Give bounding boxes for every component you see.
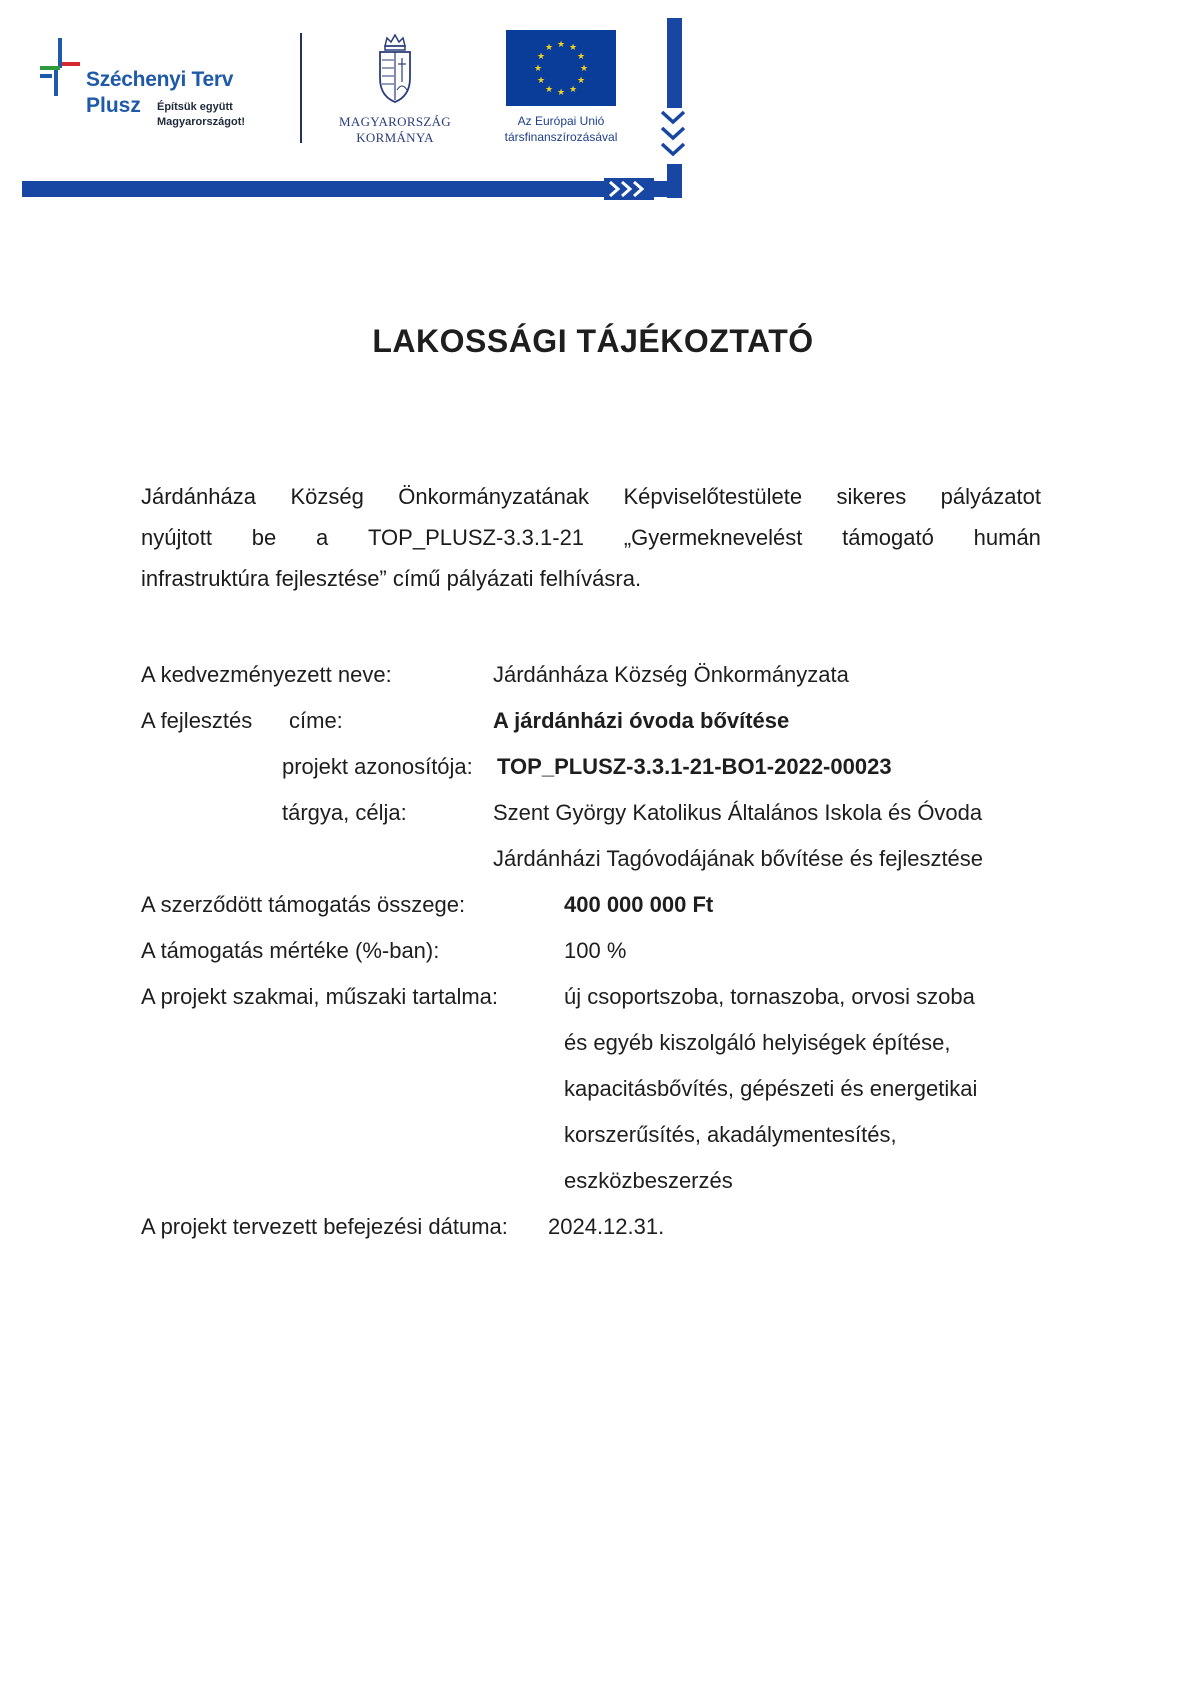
eu-caption-line-1: Az Európai Unió (517, 114, 605, 128)
intro-word: humán (973, 525, 1041, 550)
logo-divider (300, 33, 302, 143)
completion-date-value: 2024.12.31. (548, 1214, 665, 1239)
beneficiary-label: A kedvezményezett neve: (141, 662, 392, 687)
intro-word: sikeres (836, 484, 907, 509)
intro-word: a (315, 525, 329, 550)
document-title: LAKOSSÁGI TÁJÉKOZTATÓ (372, 323, 814, 359)
intro-word: be (251, 525, 277, 550)
szechenyi-plus: Plusz (86, 94, 141, 117)
eu-caption-line-2: társfinanszírozásával (504, 130, 618, 144)
intro-word: Önkormányzatának (398, 484, 590, 509)
coat-of-arms-icon (375, 32, 415, 104)
svg-text:★: ★ (576, 52, 586, 62)
intro-word: Járdánháza (141, 484, 256, 509)
svg-text:★: ★ (536, 76, 546, 86)
intro-word: nyújtott (141, 525, 212, 550)
szechenyi-title: Széchenyi Terv (86, 68, 234, 91)
svg-text:★: ★ (533, 64, 543, 74)
content-line: és egyéb kiszolgáló helyiségek építése, (564, 1030, 951, 1055)
svg-text:★: ★ (536, 52, 546, 62)
svg-text:★: ★ (544, 85, 554, 95)
content-label: A projekt szakmai, műszaki tartalma: (141, 984, 499, 1009)
intro-line-2 (141, 517, 1041, 558)
intro-line-1 (141, 476, 1041, 517)
beneficiary-value: Járdánháza Község Önkormányzata (493, 662, 849, 687)
government-name-line-1: MAGYARORSZÁG (339, 114, 451, 129)
completion-date-label: A projekt tervezett befejezési dátuma: (141, 1214, 508, 1239)
svg-text:★: ★ (556, 40, 566, 50)
intro-word: infrastruktúra fejlesztése” című pályázati felhívásra. (141, 566, 642, 591)
chevron-right-arrows-icon (604, 178, 654, 200)
intro-paragraph (141, 476, 1041, 599)
intro-word: „Gyermeknevelést (623, 525, 803, 550)
content-line: korszerűsítés, akadálymentesítés, (564, 1122, 897, 1147)
subject-label: tárgya, célja: (282, 800, 407, 825)
szechenyi-tagline-1: Építsük együtt (157, 101, 233, 113)
content-line: új csoportszoba, tornaszoba, orvosi szoba (564, 984, 975, 1009)
szechenyi-tagline-2: Magyarországot! (157, 116, 246, 128)
intro-word: Község (290, 484, 364, 509)
intro-word: TOP_PLUSZ-3.3.1-21 (368, 525, 585, 550)
subject-value-line-2: Járdánházi Tagóvodájának bővítése és fejlesztése (493, 846, 984, 871)
project-id-label: projekt azonosítója: (282, 754, 473, 779)
content-line: kapacitásbővítés, gépészeti és energetikai (564, 1076, 978, 1101)
grant-rate-label: A támogatás mértéke (%-ban): (141, 938, 440, 963)
government-name-line-2: KORMÁNYA (356, 130, 434, 145)
development-label: A fejlesztés (141, 708, 253, 733)
intro-word: pályázatot (940, 484, 1041, 509)
grant-rate-value: 100 % (564, 938, 627, 963)
development-title-value: A járdánházi óvoda bővítése (493, 708, 790, 733)
development-title-label: címe: (289, 708, 343, 733)
szechenyi-cross-icon (36, 38, 80, 98)
intro-line-3 (141, 558, 1041, 599)
svg-text:★: ★ (576, 76, 586, 86)
szechenyi-terv-plusz-logo (30, 36, 290, 146)
svg-text:★: ★ (544, 43, 554, 53)
chevron-down-arrows-icon (658, 108, 688, 164)
intro-word: Képviselőtestülete (623, 484, 803, 509)
grant-amount-label: A szerződött támogatás összege: (141, 892, 466, 917)
eu-flag-icon (506, 30, 616, 106)
svg-text:★: ★ (556, 88, 566, 98)
banner-bottom-bar (22, 181, 682, 197)
intro-word: támogató (842, 525, 934, 550)
svg-text:★: ★ (579, 64, 589, 74)
eu-cofinancing-logo (486, 30, 636, 150)
hungarian-government-logo (330, 30, 460, 150)
grant-amount-value: 400 000 000 Ft (564, 892, 714, 917)
content-line: eszközbeszerzés (564, 1168, 733, 1193)
header-banner (0, 0, 1186, 210)
project-id-value: TOP_PLUSZ-3.3.1-21-BO1-2022-00023 (497, 754, 892, 779)
svg-text:★: ★ (568, 85, 578, 95)
svg-text:★: ★ (568, 43, 578, 53)
subject-value-line-1: Szent György Katolikus Általános Iskola és Óvoda (493, 800, 983, 825)
